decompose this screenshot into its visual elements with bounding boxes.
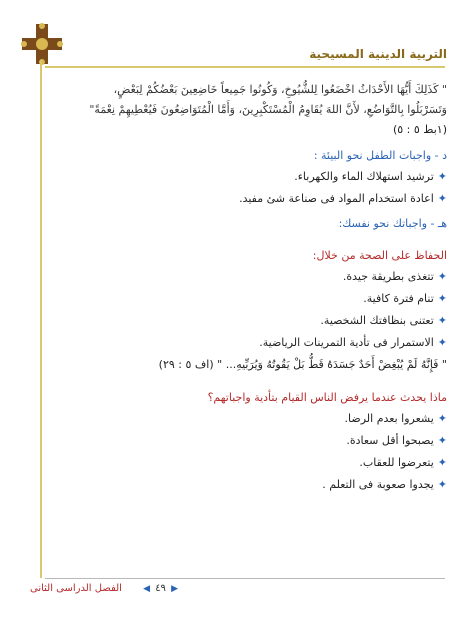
list-item: ✦اعادة استخدام المواد فى صناعة شئ مفيد.: [239, 192, 447, 205]
section-h-title: هـ - واجباتك نحو نفسك:: [338, 217, 447, 230]
list-item: ✦يتعرضوا للعقاب.: [359, 456, 447, 469]
section-h-subtitle: الحفاظ على الصحة من خلال:: [312, 249, 447, 262]
list-item: ✦تتغذى بطريقة جيدة.: [342, 270, 447, 283]
star-bullet-icon: ✦: [437, 170, 447, 183]
footer-label: الفصل الدراسى الثانى: [30, 583, 122, 594]
list-item: ✦الاستمرار فى تأدية التمرينات الرياضية.: [259, 336, 447, 349]
list-item: ✦يشعروا بعدم الرضا.: [344, 412, 447, 425]
list-item: ✦ترشيد استهلاك الماء والكهرباء.: [294, 170, 447, 183]
star-bullet-icon: ✦: [437, 412, 447, 425]
verse-line-1: " كَذَلِكَ أَيُّهَا الأَحْدَاثُ اخْضَعُوا لِلشُّيُوخِ، وَكُونُوا جَمِيعاً خَاضِعِينَ بَعْضُكُمْ لِبَعْضٍ،: [113, 83, 447, 96]
header-divider: [45, 66, 445, 68]
star-bullet-icon: ✦: [437, 478, 447, 491]
coptic-cross-icon: [18, 20, 66, 68]
page-footer: [30, 583, 178, 594]
star-bullet-icon: ✦: [437, 270, 447, 283]
footer-divider: [45, 578, 445, 579]
left-border: [40, 60, 42, 578]
list-item: ✦يصبحوا أقل سعادة.: [346, 434, 447, 447]
page-number: ٤٩: [155, 583, 166, 594]
star-bullet-icon: ✦: [437, 292, 447, 305]
star-bullet-icon: ✦: [437, 314, 447, 327]
main-content: [48, 80, 447, 496]
star-bullet-icon: ✦: [437, 456, 447, 469]
quote-line: " فَإِنَّهُ لَمْ يُبْغِضْ أَحَدٌ جَسَدَهُ قَطُّ بَلْ يَقُوتُهُ وَيُرَبِّيهِ... " (اف ٥ : ٢٩): [158, 358, 447, 371]
question-title: ماذا يحدث عندما يرفض الناس القيام بتأدية واجباتهم؟: [207, 391, 447, 404]
verse-line-2: وَتَسَرْبَلُوا بِالتَّوَاضُعِ، لأَنَّ اللهَ يُقَاوِمُ الْمُسْتَكْبِرِينَ، وَأَمَّا الْمُتَوَاضِعُونَ فَيُعْطِيهِمْ نِعْمَةً": [89, 103, 447, 116]
star-bullet-icon: ✦: [437, 434, 447, 447]
star-bullet-icon: ✦: [437, 336, 447, 349]
list-item: ✦يجدوا صعوبة فى التعلم .: [322, 478, 447, 491]
page-header-title: التربية الدينية المسيحية: [309, 47, 447, 61]
section-d-title: د - واجبات الطفل نحو البيئة :: [313, 149, 447, 162]
list-item: ✦تعتنى بنظافتك الشخصية.: [320, 314, 447, 327]
verse-reference: (١بط ٥ : ٥): [392, 123, 447, 136]
list-item: ✦تنام فترة كافية.: [363, 292, 447, 305]
star-bullet-icon: ✦: [437, 192, 447, 205]
triangle-right-icon: ▶: [171, 584, 179, 594]
triangle-left-icon: ◀: [143, 584, 150, 594]
